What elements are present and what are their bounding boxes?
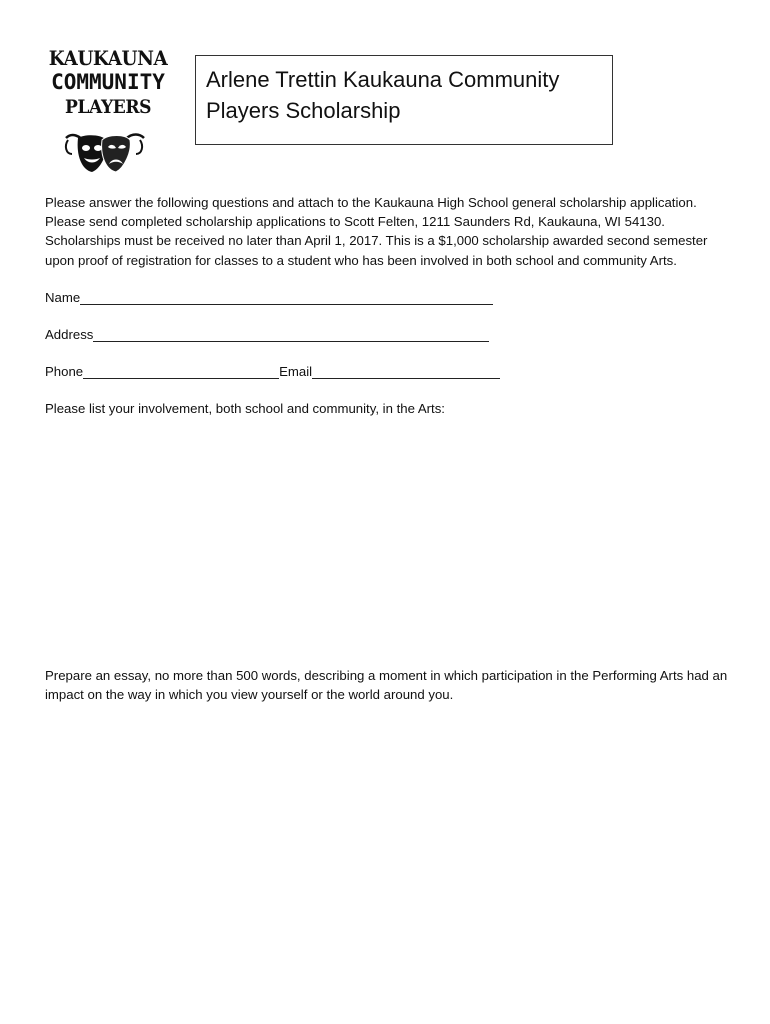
document-title: Arlene Trettin Kaukauna Community Players Scholarship [206, 67, 560, 123]
title-box [195, 55, 613, 145]
theater-masks-icon [62, 128, 146, 176]
involvement-question: Please list your involvement, both school and community, in the Arts: [45, 400, 445, 416]
name-field[interactable] [80, 290, 493, 305]
address-field[interactable] [93, 327, 489, 342]
phone-email-row [45, 362, 735, 381]
form-body [45, 193, 735, 418]
phone-field[interactable] [83, 364, 279, 379]
phone-label: Phone [45, 363, 84, 379]
address-row [45, 325, 735, 344]
logo-text-players: PLAYERS [65, 96, 151, 118]
kcp-logo [40, 46, 176, 176]
logo-text-kaukauna: KAUKAUNA [48, 46, 168, 70]
name-label: Name [45, 289, 81, 305]
name-row [45, 288, 735, 307]
essay-question: Prepare an essay, no more than 500 words, describing a moment in which participation in the Performing Arts had an impact on the way in which you view yourself or the world around you. [45, 668, 728, 703]
address-label: Address [45, 326, 94, 342]
logo-text-community: COMMUNITY [51, 70, 165, 94]
intro-paragraph: Please answer the following questions and attach to the Kaukauna High School general scholarship application. Please send completed scholarship applications to Scott Felten, 1211 Saunders Rd, Kaukauna, WI 54130. Scholarships must be received no later than April 1, 2017. This is a $1,000 scholarship awarded second semester upon proof of registration for classes to a student who has been involved in both school and community Arts. [45, 195, 708, 268]
email-field[interactable] [312, 364, 500, 379]
email-label: Email [279, 363, 313, 379]
